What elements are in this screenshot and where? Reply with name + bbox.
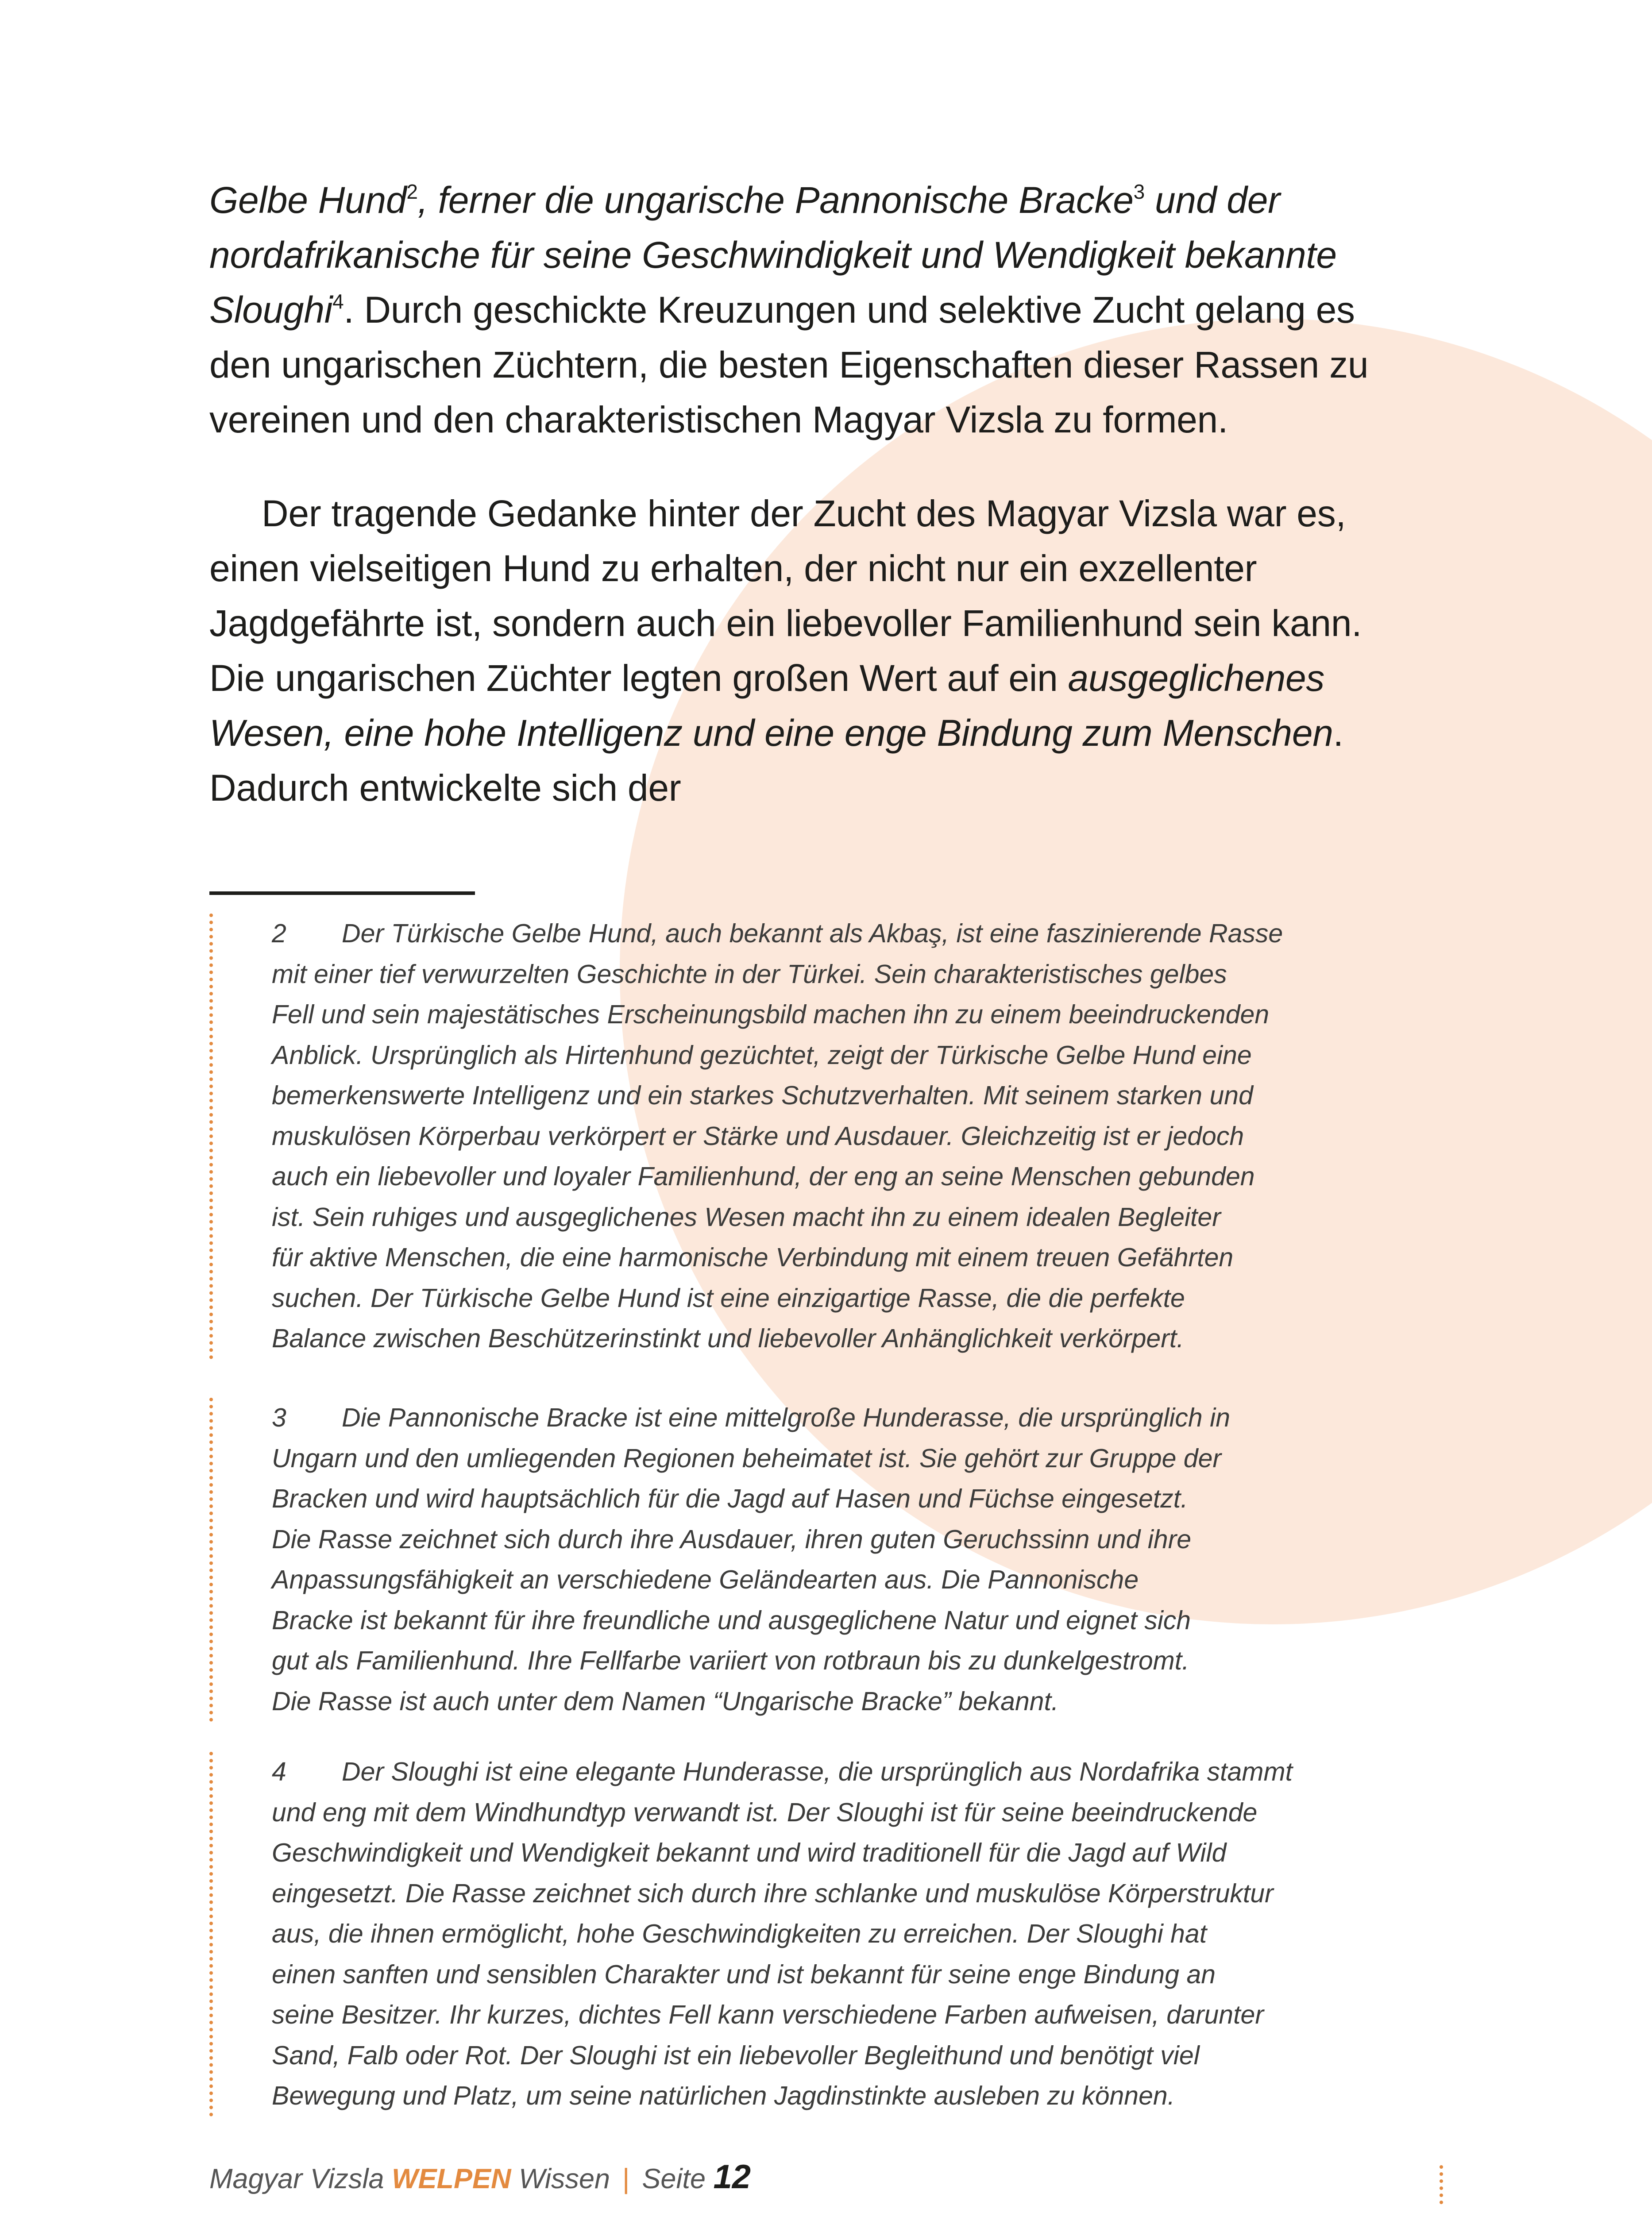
footnote-text: Der Sloughi ist eine elegante Hunderasse, die ursprünglich aus Nordafrika stammt und eng mit dem Windhundtyp verwandt ist. Der Sloughi ist für seine beeindruckende Geschwindigkeit und Wendigkeit bekannt und wird traditionell für die Jagd auf Wild eingesetzt. Die Rasse zeichnet sich durch ihre schlanke und muskulöse Körperstruktur aus, die ihnen ermöglicht, hohe Geschwindigkeiten zu erreichen. Der Sloughi hat einen sanften und sensiblen Charakter und ist bekannt für seine enge Bindung an seine Besitzer. Ihr kurzes, dichtes Fell kann verschiedene Farben aufweisen, darunter Sand, Falb oder Rot. Der Sloughi ist ein liebevoller Begleithund und benötigt viel Bewegung und Platz, um seine natürlichen Jagdinstinkte ausleben zu können. bbox=[272, 1757, 1293, 2110]
italic-span: ausgeglichenes Wesen, eine hohe Intelligenz und eine enge Bindung zum Menschen bbox=[209, 657, 1333, 754]
text-span: . Durch geschickte Kreuzungen und selektive Zucht gelang es den ungarischen Züchtern, die besten Eigenschaften dieser Rassen zu vereinen und den charakteristischen Magyar Vizsla zu formen. bbox=[209, 289, 1369, 440]
italic-span: Gelbe Hund bbox=[209, 179, 407, 221]
footnote-number: 2 bbox=[272, 919, 286, 948]
footnote-divider bbox=[209, 891, 475, 895]
footnote-ref-3[interactable]: 3 bbox=[1133, 180, 1145, 203]
text-span: . Dadurch entwickelte sich der bbox=[209, 712, 1343, 809]
page-number: 12 bbox=[713, 2158, 751, 2196]
italic-span: , ferner die ungarische Pannonische Bracke bbox=[417, 179, 1134, 221]
page-label: Seite bbox=[642, 2163, 706, 2194]
italic-span: und der nordafrikanische für seine Geschwindigkeit und Wendigkeit bekannte Sloughi bbox=[209, 179, 1337, 331]
footnote-text: Der Türkische Gelbe Hund, auch bekannt als Akbaş, ist eine faszinierende Rasse mit einer tief verwurzelten Geschichte in der Türkei. Sein charakteristisches gelbes Fell und sein majestätisches Erscheinungsbild machen ihn zu einem beeindruckenden Anblick. Ursprünglich als Hirtenhund gezüchtet, zeigt der Türkische Gelbe Hund eine bemerkenswerte Intelligenz und ein starkes Schutzverhalten. Mit seinem starken und muskulösen Körperbau verkörpert er Stärke und Ausdauer. Gleichzeitig ist er jedoch auch ein liebevoller und loyaler Familienhund, der eng an seine Menschen gebunden ist. Sein ruhiges und ausgeglichenes Wesen macht ihn zu einem idealen Begleiter für aktive Menschen, die eine harmonische Verbindung mit einem treuen Gefährten suchen. Der Türkische Gelbe Hund ist eine einzigartige Rasse, die die perfekte Balance zwischen Beschützerinstinkt und liebevoller Anhänglichkeit verkörpert. bbox=[272, 919, 1283, 1353]
paragraph-2 bbox=[209, 486, 1405, 815]
footnote-bar bbox=[209, 914, 213, 1359]
footnote-bar bbox=[209, 1398, 213, 1722]
footnote-number: 3 bbox=[272, 1403, 286, 1432]
footnote-3 bbox=[209, 1398, 1449, 1722]
footer-title-end: Wissen bbox=[519, 2163, 610, 2194]
footer-dotted-mark bbox=[1440, 2165, 1443, 2204]
footnote-number: 4 bbox=[272, 1757, 286, 1786]
footer-separator: | bbox=[622, 2163, 630, 2194]
main-text bbox=[209, 173, 1405, 815]
text-span: Der tragende Gedanke hinter der Zucht des Magyar Vizsla war es, einen vielseitigen Hund zu erhalten, der nicht nur ein exzellenter Jagdgefährte ist, sondern auch ein liebevoller Familienhund sein kann. Die ungarischen Züchter legten großen Wert auf ein bbox=[209, 493, 1362, 699]
footnote-bar bbox=[209, 1752, 213, 2117]
footer-title: Magyar Vizsla bbox=[209, 2163, 384, 2194]
footnote-body bbox=[272, 1752, 1449, 2117]
footnote-2 bbox=[209, 914, 1449, 1359]
footnote-ref-4[interactable]: 4 bbox=[332, 290, 344, 313]
footer-brand: WELPEN bbox=[392, 2163, 511, 2194]
footnote-4 bbox=[209, 1752, 1449, 2117]
footnote-ref-2[interactable]: 2 bbox=[406, 180, 418, 203]
footnote-text: Die Pannonische Bracke ist eine mittelgroße Hunderasse, die ursprünglich in Ungarn und den umliegenden Regionen beheimatet ist. Sie gehört zur Gruppe der Bracken und wird hauptsächlich für die Jagd auf Hasen und Füchse eingesetzt. Die Rasse zeichnet sich durch ihre Ausdauer, ihren guten Geruchssinn und ihre Anpassungsfähigkeit an verschiedene Geländearten aus. Die Pannonische Bracke ist bekannt für ihre freundliche und ausgeglichene Natur und eignet sich gut als Familienhund. Ihre Fellfarbe variiert von rotbraun bis zu dunkelgestromt. Die Rasse ist auch unter dem Namen “Ungarische Bracke” bekannt. bbox=[272, 1403, 1231, 1716]
paragraph-1 bbox=[209, 173, 1405, 447]
footnote-body bbox=[272, 1398, 1449, 1722]
page-footer bbox=[209, 2158, 751, 2196]
footnote-body bbox=[272, 914, 1449, 1359]
